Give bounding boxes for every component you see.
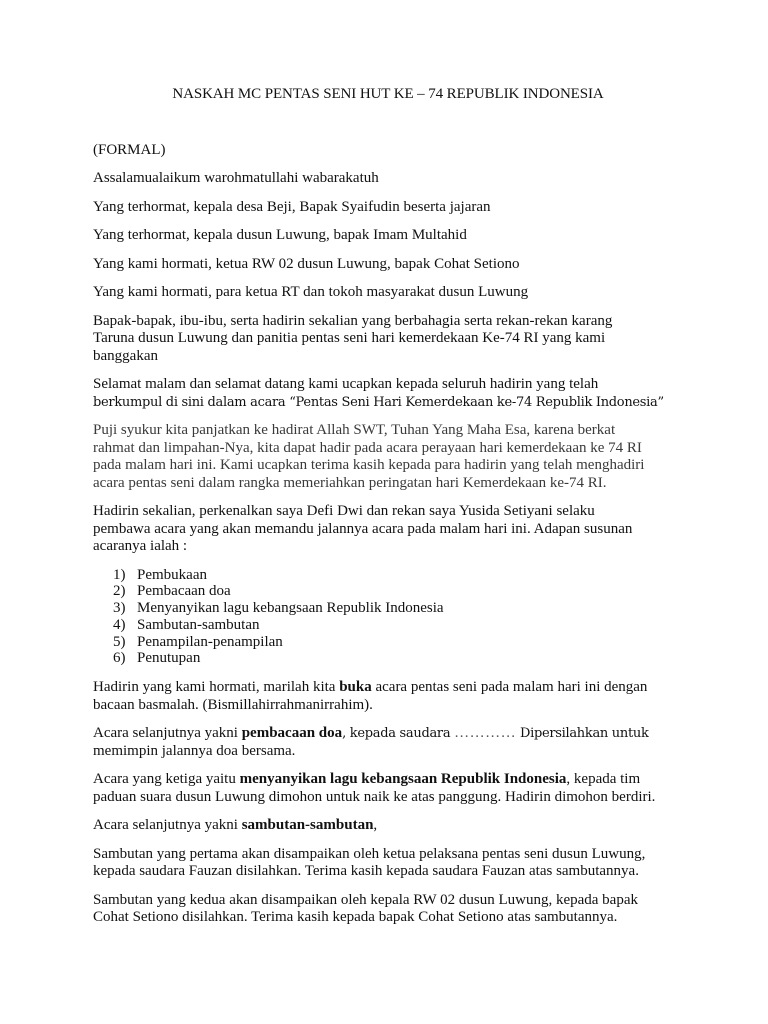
paragraph-line: pembawa acara yang akan memandu jalannya acara pada malam hari ini. Adapan susunan xyxy=(93,520,633,537)
text-run: Dipersilahkan untuk xyxy=(516,726,649,742)
welcome-paragraph xyxy=(93,376,683,411)
agenda-number: 1) xyxy=(113,566,126,583)
style-label: (FORMAL) xyxy=(93,141,166,158)
blank-placeholder: ………… xyxy=(454,725,517,742)
text-run: Acara yang ketiga yaitu xyxy=(93,771,240,788)
salutation-line: Yang kami hormati, ketua RW 02 dusun Luwung, bapak Cohat Setiono xyxy=(93,255,520,272)
second-speech-paragraph xyxy=(93,892,683,927)
text-run: acara pentas seni pada malam hari ini dengan xyxy=(371,679,648,696)
agenda-item xyxy=(113,650,683,667)
paragraph-line: Hadirin sekalian, perkenalkan saya Defi Dwi dan rekan saya Yusida Setiyani selaku xyxy=(93,503,595,519)
paragraph-line: Puji syukur kita panjatkan ke hadirat Allah SWT, Tuhan Yang Maha Esa, karena berkat xyxy=(93,422,616,438)
agenda-label: Sambutan-sambutan xyxy=(137,616,260,633)
agenda-label: Pembukaan xyxy=(137,566,207,583)
speeches-paragraph xyxy=(93,817,683,835)
agenda-number: 4) xyxy=(113,616,126,633)
salutation-line: Yang terhormat, kepala desa Beji, Bapak Syaifudin beserta jajaran xyxy=(93,198,491,215)
paragraph-line: acara pentas seni dalam rangka memeriahkan peringatan hari Kemerdekaan ke-74 RI. xyxy=(93,474,607,491)
paragraph-line: bacaan basmalah. (Bismillahirrahmanirrahim). xyxy=(93,696,373,713)
agenda-item xyxy=(113,600,683,617)
paragraph-line: memimpin jalannya doa bersama. xyxy=(93,742,296,759)
paragraph-line: paduan suara dusun Luwung dimohon untuk naik ke atas panggung. Hadirin dimohon berdiri. xyxy=(93,788,656,805)
intro-paragraph xyxy=(93,503,683,556)
audience-paragraph xyxy=(93,313,683,366)
bold-text: sambutan-sambutan xyxy=(241,817,374,834)
gratitude-paragraph xyxy=(93,422,683,492)
paragraph-line xyxy=(93,725,683,743)
opening-paragraph xyxy=(93,679,683,714)
first-speech-paragraph xyxy=(93,846,683,881)
bold-text: buka xyxy=(339,679,372,696)
anthem-paragraph xyxy=(93,771,683,806)
bold-text: pembacaan doa xyxy=(241,725,343,742)
text-run: , kepada tim xyxy=(566,771,641,788)
agenda-item xyxy=(113,634,683,651)
prayer-paragraph xyxy=(93,725,683,760)
text-run: , kepada saudara xyxy=(342,726,455,742)
paragraph-line: Cohat Setiono disilahkan. Terima kasih kepada bapak Cohat Setiono atas sambutannya. xyxy=(93,909,618,926)
text-run: Acara selanjutnya yakni xyxy=(93,817,242,834)
agenda-label: Pembacaan doa xyxy=(137,583,231,600)
agenda-item xyxy=(113,617,683,634)
paragraph-line xyxy=(93,679,683,697)
document-title: NASKAH MC PENTAS SENI HUT KE – 74 REPUBLIK INDONESIA xyxy=(172,86,604,102)
paragraph-line: berkumpul di sini dalam acara “Pentas Seni Hari Kemerdekaan ke-74 Republik Indonesia” xyxy=(93,394,664,410)
paragraph-line xyxy=(93,771,683,789)
text-run: , xyxy=(373,817,378,834)
paragraph-line: kepada saudara Fauzan disilahkan. Terima kasih kepada saudara Fauzan atas sambutannya. xyxy=(93,863,639,880)
agenda-item xyxy=(113,567,683,584)
text-run: Hadirin yang kami hormati, marilah kita xyxy=(93,679,340,696)
paragraph-line: Taruna dusun Luwung dan panitia pentas seni hari kemerdekaan Ke-74 RI yang kami xyxy=(93,330,606,346)
agenda-number: 5) xyxy=(113,633,126,650)
paragraph-line: rahmat dan limpahan-Nya, kita dapat hadir pada acara perayaan hari kemerdekaan ke 74 RI xyxy=(93,439,642,456)
bold-text: menyanyikan lagu kebangsaan Republik Indonesia xyxy=(239,771,567,788)
salutation-line: Yang kami hormati, para ketua RT dan tokoh masyarakat dusun Luwung xyxy=(93,284,529,300)
text-run: Acara selanjutnya yakni xyxy=(93,725,242,742)
agenda-number: 3) xyxy=(113,600,126,617)
document-body xyxy=(93,86,683,938)
paragraph-line: pada malam hari ini. Kami ucapkan terima kasih kepada para hadirin yang telah menghadiri xyxy=(93,457,645,473)
agenda-label: Menyanyikan lagu kebangsaan Republik Indonesia xyxy=(137,600,444,617)
paragraph-line: acaranya ialah : xyxy=(93,538,188,554)
paragraph-line: Selamat malam dan selamat datang kami ucapkan kepada seluruh hadirin yang telah xyxy=(93,376,599,392)
greeting: Assalamualaikum warohmatullahi wabarakatuh xyxy=(93,170,379,186)
agenda-item xyxy=(113,583,683,600)
paragraph-line: banggakan xyxy=(93,347,158,364)
paragraph-line: Sambutan yang pertama akan disampaikan oleh ketua pelaksana pentas seni dusun Luwung, xyxy=(93,845,646,862)
agenda-label: Penutupan xyxy=(137,650,201,667)
paragraph-line: Bapak-bapak, ibu-ibu, serta hadirin sekalian yang berbahagia serta rekan-rekan karang xyxy=(93,312,613,329)
paragraph-line: Sambutan yang kedua akan disampaikan oleh kepala RW 02 dusun Luwung, kepada bapak xyxy=(93,891,638,908)
agenda-number: 6) xyxy=(113,650,126,667)
agenda-list xyxy=(93,567,683,668)
salutation-line: Yang terhormat, kepala dusun Luwung, bapak Imam Multahid xyxy=(93,227,467,243)
agenda-label: Penampilan-penampilan xyxy=(137,633,283,650)
agenda-number: 2) xyxy=(113,583,126,600)
